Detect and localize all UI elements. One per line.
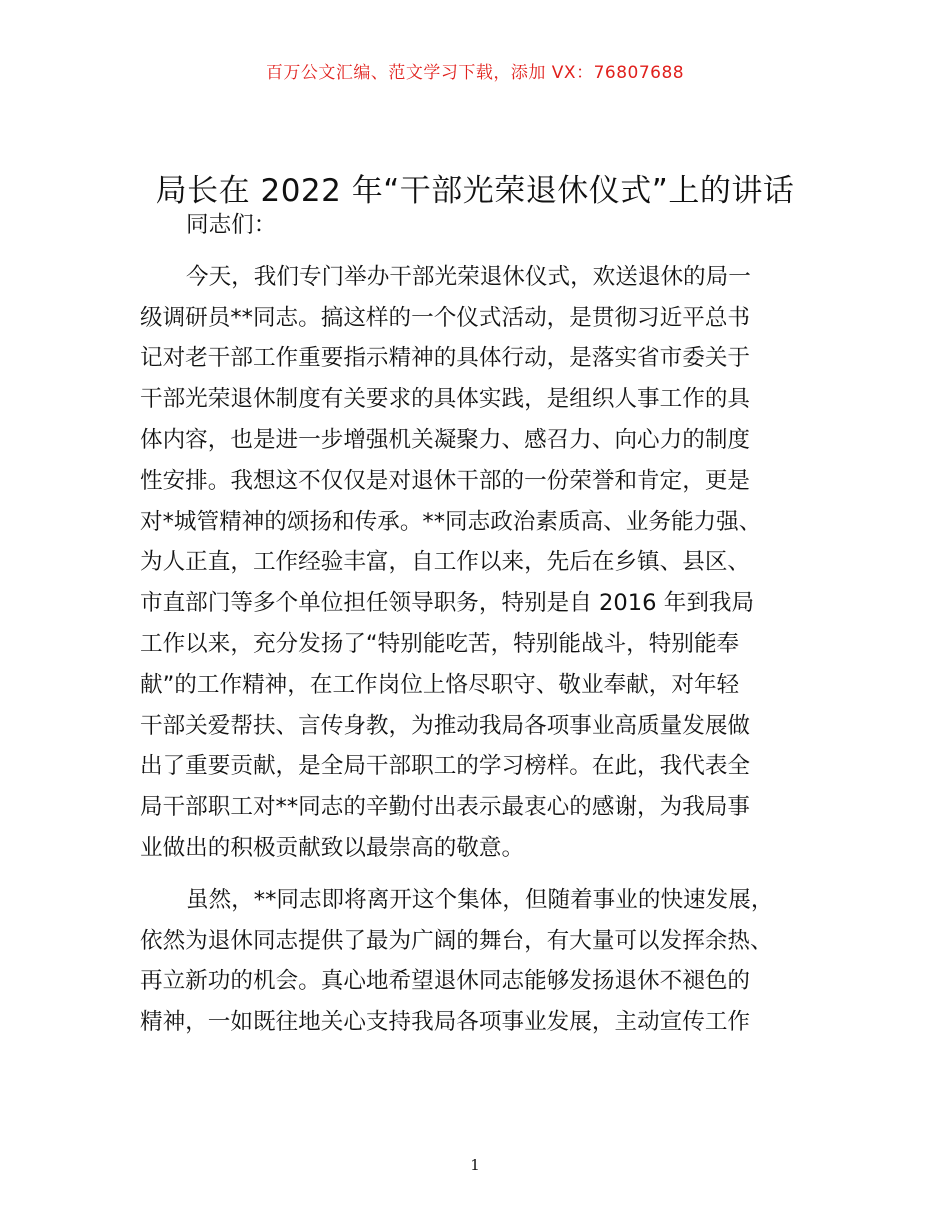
- page-number: 1: [470, 1156, 480, 1174]
- paragraph-line: 业做出的积极贡献致以最崇高的敬意。: [140, 834, 525, 861]
- paragraph-line: 干部光荣退休制度有关要求的具体实践，是组织人事工作的具: [140, 386, 751, 413]
- paragraph-1: [140, 257, 825, 869]
- document-body: [140, 205, 825, 1043]
- paragraph-line: 今天，我们专门举办干部光荣退休仪式，欢送退休的局一: [186, 263, 751, 290]
- paragraph-line: 市直部门等多个单位担任领导职务，特别是自 2016 年到我局: [140, 590, 755, 617]
- paragraph-line: 工作以来，充分发扬了“特别能吃苦，特别能战斗，特别能奉: [140, 630, 740, 657]
- paragraph-line: 性安排。我想这不仅仅是对退休干部的一份荣誉和肯定，更是: [140, 467, 751, 494]
- paragraph-line: 为人正直，工作经验丰富，自工作以来，先后在乡镇、县区、: [140, 549, 751, 576]
- paragraph-line: 依然为退休同志提供了最为广阔的舞台，有大量可以发挥余热、: [140, 927, 773, 954]
- salutation: 同志们：: [186, 212, 277, 238]
- document-title: 局长在 2022 年“干部光荣退休仪式”上的讲话: [155, 173, 795, 209]
- promo-header: 百万公文汇编、范文学习下载，添加 VX：76807688: [265, 63, 685, 83]
- paragraph-line: 精神，一如既往地关心支持我局各项事业发展，主动宣传工作: [140, 1009, 751, 1036]
- paragraph-line: 记对老干部工作重要指示精神的具体行动，是落实省市委关于: [140, 345, 751, 372]
- paragraph-line: 级调研员**同志。搞这样的一个仪式活动，是贯彻习近平总书: [140, 304, 751, 331]
- paragraph-line: 局干部职工对**同志的辛勤付出表示最衷心的感谢，为我局事: [140, 794, 751, 821]
- paragraph-line: 体内容，也是进一步增强机关凝聚力、感召力、向心力的制度: [140, 426, 751, 453]
- paragraph-line: 干部关爱帮扶、言传身教，为推动我局各项事业高质量发展做: [140, 712, 751, 739]
- paragraph-2: [140, 880, 825, 1043]
- paragraph-line: 虽然，**同志即将离开这个集体，但随着事业的快速发展，: [186, 886, 774, 913]
- paragraph-line: 再立新功的机会。真心地希望退休同志能够发扬退休不褪色的: [140, 968, 751, 995]
- paragraph-line: 对*城管精神的颂扬和传承。**同志政治素质高、业务能力强、: [140, 508, 762, 535]
- paragraph-line: 献”的工作精神，在工作岗位上恪尽职守、敬业奉献，对年轻: [140, 671, 740, 698]
- paragraph-line: 出了重要贡献，是全局干部职工的学习榜样。在此，我代表全: [140, 753, 751, 780]
